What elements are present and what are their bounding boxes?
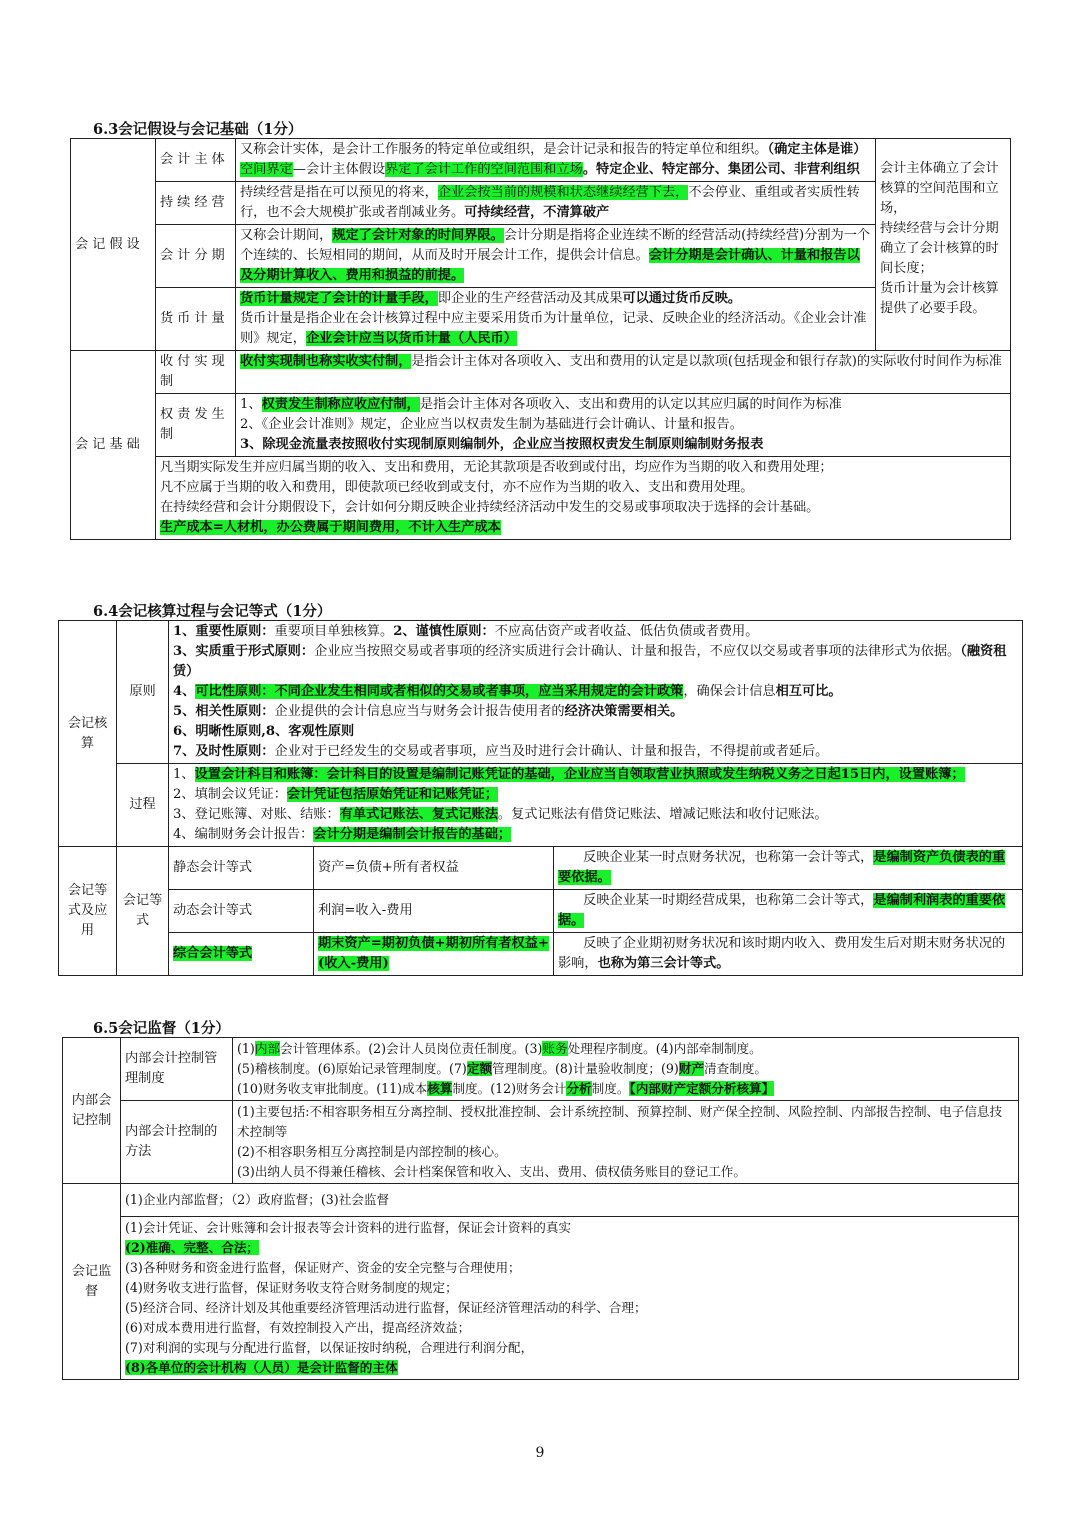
- table-row: [59, 933, 1023, 976]
- table-row: [59, 890, 1023, 933]
- entity-label: 会计主体: [156, 139, 236, 182]
- combined-eq-desc: 反映了企业期初财务状况和该时期内收入、费用发生后对期末财务状况的影响，也称为第三会计等式。: [554, 933, 1023, 976]
- cash-label: 收付实现制: [156, 351, 236, 394]
- eq-label: 会记等式: [117, 847, 169, 976]
- going-concern-desc: 持续经营是指在可以预见的将来，企业会按当前的规模和状态继续经营下去，不会停业、重组或者实质性转行，也不会大规模扩张或者削减业务。可持续经营，不清算破产: [236, 182, 876, 225]
- process-list: 1、设置会计科目和账簿：会计科目的设置是编制记账凭证的基础，企业应当自领取营业执照或发生纳税义务之日起15日内，设置账簿； 2、填制会议凭证：会计凭证包括原始凭证和记账凭证； 3、登记账簿、对账、结账：有单式记账法、复式记账法。复式记账法有借贷记账法、增减记账法和收付记账法。 4、编制财务会计报告：会计分期是编制会计报告的基础；: [169, 764, 1023, 847]
- table-row: [71, 351, 1011, 394]
- table-row: [71, 139, 1011, 182]
- table-row: [59, 847, 1023, 890]
- method-label: 内部会计控制的方法: [121, 1101, 233, 1184]
- static-eq-name: 静态会计等式: [169, 847, 314, 890]
- section-6-5-title: 6.5会记监督（1分）: [93, 1020, 230, 1037]
- static-eq-desc: 反映企业某一时点财务状况，也称第一会计等式，是编制资产负债表的重要依据。: [554, 847, 1023, 890]
- table-row: [71, 182, 1011, 225]
- eq-app-label: 会记等式及应用: [59, 847, 117, 976]
- cash-desc: 收付实现制也称实收实付制，是指会计主体对各项收入、支出和费用的认定是以款项(包括现金和银行存款)的实际收付时间作为标准: [236, 351, 1011, 394]
- system-list: (1)内部会计管理体系。(2)会计人员岗位责任制度。(3)账务处理程序制度。(4)内部牵制制度。 (5)稽核制度。(6)原始记录管理制度。(7)定额管理制度。(8)计量验收制度；(9)财产清查制度。 (10)财务收支审批制度。(11)成本核算制度。(12)财务会计分析制度。【内部财产定额分析核算】: [233, 1038, 1019, 1101]
- table-row: [71, 457, 1011, 540]
- supervision-list: (1)会计凭证、会计账簿和会计报表等会计资料的进行监督，保证会计资料的真实 (2)准确、完整、合法； (3)各种财务和资金进行监督，保证财产、资金的安全完整与合理使用； (4)财务收支进行监督，保证财务收支符合财务制度的规定； (5)经济合同、经济计划及其他重要经济管理活动进行监督，保证经济管理活动的科学、合理； (6)对成本费用进行监督，有效控制投入产出，提高经济效益； (7)对利润的实现与分配进行监督，以保证按时纳税，合理进行利润分配， (8)各单位的会计机构（人员）是会计监督的主体: [121, 1217, 1019, 1380]
- section-6-3-title: 6.3会记假设与会记基础（1分）: [93, 121, 303, 138]
- dynamic-eq-formula: 利润=收入-费用: [314, 890, 554, 933]
- table-row: [71, 394, 1011, 457]
- period-desc: 又称会计期间，规定了会计对象的时间界限。会计分期是指将企业连续不断的经营活动(持续经营)分割为一个个连续的、长短相同的期间，从而及时开展会计工作，提供会计信息。会计分期是会计确认、计量和报告以及分期计算收入、费用和损益的前提。: [236, 225, 876, 288]
- table-row: [63, 1184, 1019, 1217]
- table-row: [63, 1101, 1019, 1184]
- table-row: [71, 288, 1011, 351]
- static-eq-formula: 资产=负债+所有者权益: [314, 847, 554, 890]
- basis-note: 凡当期实际发生并应归属当期的收入、支出和费用，无论其款项是否收到或付出，均应作为当期的收入和费用处理； 凡不应属于当期的收入和费用，即使款项已经收到或支付，亦不应作为当期的收入、支出和费用处理。 在持续经营和会计分期假设下，会计如何分期反映企业持续经济活动中发生的交易或事项取决于选择的会计基础。 生产成本=人材机，办公费属于期间费用，不计入生产成本: [156, 457, 1011, 540]
- calculation-equation-table: [58, 620, 1023, 976]
- calc-label: 会记核算: [59, 621, 117, 847]
- entity-desc: 又称会计实体，是会计工作服务的特定单位或组织，是会计记录和报告的特定单位和组织。（确定主体是谁） 空间界定—会计主体假设界定了会计工作的空间范围和立场。特定企业、特定部分、集团公司、非营利组织: [236, 139, 876, 182]
- principle-list: 1、重要性原则：重要项目单独核算。2、谨慎性原则：不应高估资产或者收益、低估负债或者费用。 3、实质重于形式原则：企业应当按照交易或者事项的经济实质进行会计确认、计量和报告，不应仅以交易或者事项的法律形式为依据。（融资租赁） 4、可比性原则：不同企业发生相同或者相似的交易或者事项，应当采用规定的会计政策，确保会计信息相互可比。 5、相关性原则：企业提供的会计信息应当与财务会计报告使用者的经济决策需要相关。 6、明晰性原则,8、客观性原则 7、及时性原则：企业对于已经发生的交易或者事项，应当及时进行会计确认、计量和报告，不得提前或者延后。: [169, 621, 1023, 764]
- supervision-label: 会记监督: [63, 1184, 121, 1380]
- period-label: 会计分期: [156, 225, 236, 288]
- going-concern-label: 持续经营: [156, 182, 236, 225]
- supervision-types: (1)企业内部监督；（2）政府监督；(3)社会监督: [121, 1184, 1019, 1217]
- assumption-label: 会记假设: [71, 139, 156, 351]
- system-label: 内部会计控制管理制度: [121, 1038, 233, 1101]
- section-6-4-title: 6.4会记核算过程与会记等式（1分）: [93, 603, 332, 620]
- supervision-table: [62, 1037, 1019, 1380]
- assumption-summary: 会计主体确立了会计核算的空间范围和立场， 持续经营与会计分期确立了会计核算的时间长度； 货币计量为会计核算提供了必要手段。: [876, 139, 1011, 351]
- table-row: [63, 1038, 1019, 1101]
- internal-control-label: 内部会记控制: [63, 1038, 121, 1184]
- process-label: 过程: [117, 764, 169, 847]
- page-number: 9: [535, 1445, 545, 1461]
- method-list: (1)主要包括:不相容职务相互分离控制、授权批准控制、会计系统控制、预算控制、财产保全控制、风险控制、内部报告控制、电子信息技术控制等 (2)不相容职务相互分离控制是内部控制的核心。 (3)出纳人员不得兼任稽核、会计档案保管和收入、支出、费用、债权债务账目的登记工作。: [233, 1101, 1019, 1184]
- accrual-label: 权责发生制: [156, 394, 236, 457]
- table-row: [59, 621, 1023, 764]
- table-row: [59, 764, 1023, 847]
- money-desc: 货币计量规定了会计的计量手段，即企业的生产经营活动及其成果可以通过货币反映。 货币计量是指企业在会计核算过程中应主要采用货币为计量单位，记录、反映企业的经济活动。《企业会计准则》规定，企业会计应当以货币计量（人民币）: [236, 288, 876, 351]
- table-row: [71, 225, 1011, 288]
- basis-label: 会记基础: [71, 351, 156, 540]
- money-label: 货币计量: [156, 288, 236, 351]
- combined-eq-name: 综合会计等式: [169, 933, 314, 976]
- combined-eq-formula: 期末资产=期初负债+期初所有者权益+(收入-费用): [314, 933, 554, 976]
- dynamic-eq-desc: 反映企业某一时期经营成果，也称第二会计等式，是编制利润表的重要依据。: [554, 890, 1023, 933]
- assumption-basis-table: [70, 138, 1011, 540]
- dynamic-eq-name: 动态会计等式: [169, 890, 314, 933]
- table-row: [63, 1217, 1019, 1380]
- accrual-desc: 1、权责发生制称应收应付制，是指会计主体对各项收入、支出和费用的认定以其应归属的时间作为标准 2、《企业会计准则》规定，企业应当以权责发生制为基础进行会计确认、计量和报告。 3、除现金流量表按照收付实现制原则编制外，企业应当按照权责发生制原则编制财务报表: [236, 394, 1011, 457]
- principle-label: 原则: [117, 621, 169, 764]
